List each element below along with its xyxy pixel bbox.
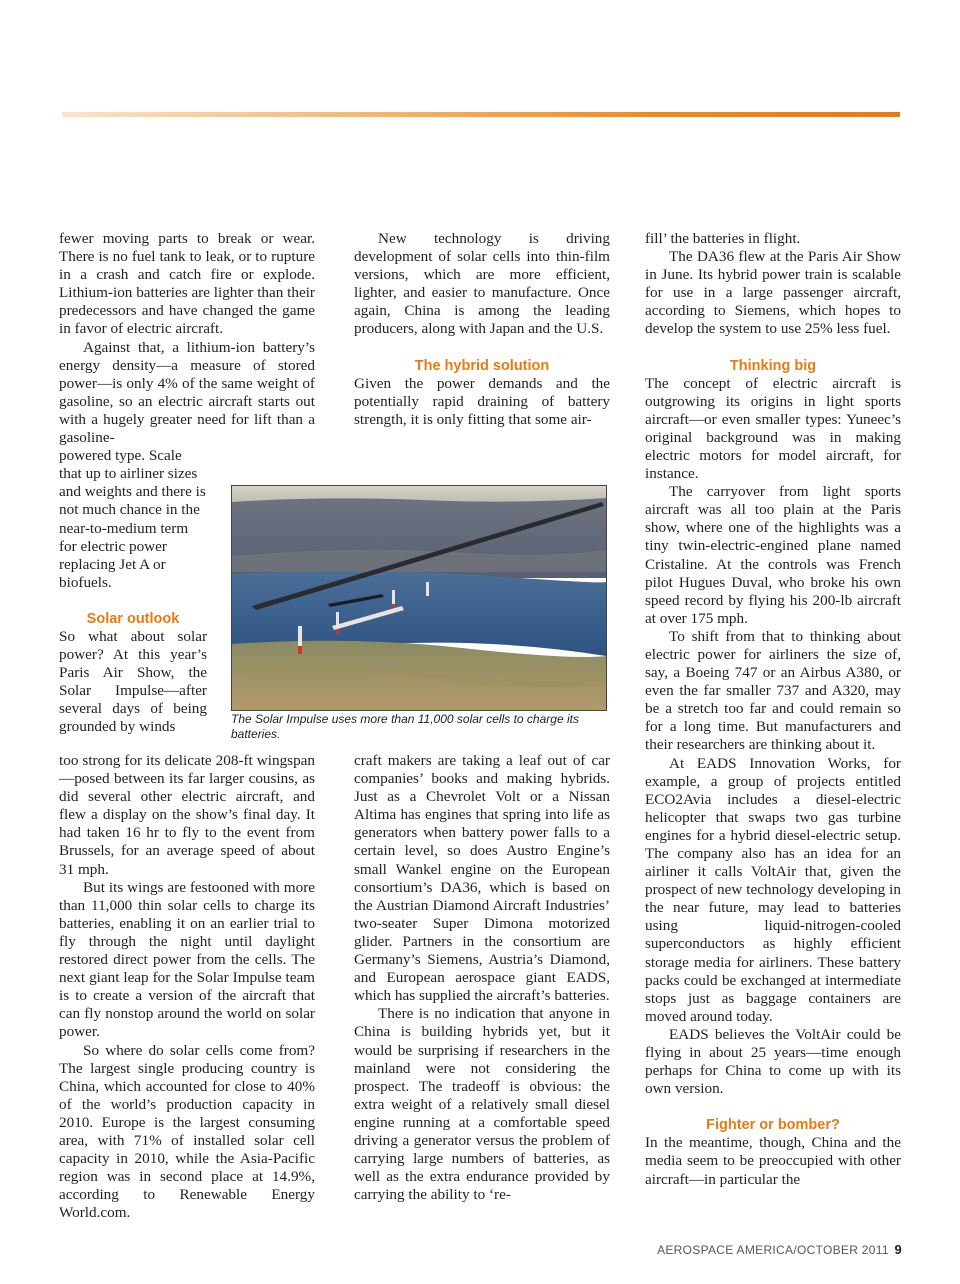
column-2 [354, 230, 610, 429]
paragraph: Given the power demands and the potentially rapid draining of battery strength, it is only fitting that some air- [354, 374, 610, 428]
page-footer [657, 1242, 902, 1257]
section-heading-hybrid-solution: The hybrid solution [414, 357, 550, 374]
publication-name: AEROSPACE AMERICA/OCTOBER 2011 [657, 1243, 889, 1257]
paragraph: powered type. Scale that up to airliner sizes and weights and there is not much chance in the near-to-medium term for electric power replacing Jet A or biofuels. [59, 447, 206, 591]
header-accent-rule [62, 112, 900, 117]
column-1-lower [59, 752, 315, 1222]
paragraph: EADS believes the VoltAir could be flying in about 25 years—time enough perhaps for China to come up with its own version. [645, 1025, 901, 1098]
paragraph: So where do solar cells come from? The largest single producing country is China, which accounted for close to 40% of the world’s production capacity in 2010. Europe is the largest consuming area, with 71% of installed solar cell capacity in 2010, while the Asia-Pacific region was in second place at 14.9%, according to Renewable Energy World.com. [59, 1041, 315, 1222]
paragraph: fill’ the batteries in flight. [645, 230, 801, 247]
paragraph: craft makers are taking a leaf out of car companies’ books and making hybrids. Just as a Chevrolet Volt or a Nissan Altima has engines that spring into life as generators when battery power falls to a certain level, so does Austro Engine’s small Wankel engine on the European consortium’s DA36, which is based on the Austrian Diamond Aircraft Industries’ two-seater Super Dimona motorized glider. Partners in the consortium are Germany’s Siemens, Austria’s Diamond, and European aerospace giant EADS, which has supplied the aircraft’s batteries. [354, 752, 610, 1005]
paragraph: There is no indication that anyone in China is building hybrids yet, but it would be surprising if researchers in the mainland were not considering the prospect. The tradeoff is obvious: the extra weight of a relatively small diesel engine running at a comfortable speed driving a generator versus the problem of carrying large numbers of batteries, as well as the extra endurance provided by carrying the ability to ‘re- [354, 1005, 610, 1204]
column-3 [645, 230, 901, 1189]
section-heading-thinking-big: Thinking big [729, 357, 817, 374]
paragraph: In the meantime, though, China and the media seem to be preoccupied with other aircraft—in particular the [645, 1134, 901, 1188]
paragraph: The carryover from light sports aircraft was all too plain at the Paris show, where one of the highlights was a tiny twin-electric-engined plane named Cristaline. At the controls was French pilot Hugues Duval, who broke his own speed record by flying his 200-lb aircraft at over 175 mph. [645, 483, 901, 627]
section-heading-solar-outlook: Solar outlook [86, 610, 180, 627]
paragraph: too strong for its delicate 208-ft wingspan—posed between its far larger cousins, as did several other electric aircraft, and flew a display on the show’s final day. It had taken 16 hr to fly to the event from Brussels, for an average speed of about 31 mph. [59, 752, 315, 878]
paragraph: The DA36 flew at the Paris Air Show in June. Its hybrid power train is scalable for use in a large passenger aircraft, according to Siemens, which hopes to develop the system to use 25% less fuel. [645, 248, 901, 338]
paragraph: But its wings are festooned with more than 11,000 thin solar cells to charge its batteries, enabling it on an earlier trial to fly through the night until daylight restored direct power from the cells. The next giant leap for the Solar Impulse team is to create a version of the aircraft that can fly nonstop around the world on solar power. [59, 878, 315, 1041]
paragraph: Against that, a lithium-ion battery’s energy density—a measure of stored power—is only 4% of the same weight of gasoline, so an electric aircraft starts out with a hugely greater need for lift than a gasoline- [59, 338, 315, 447]
paragraph: fewer moving parts to break or wear. There is no fuel tank to leak, or to rupture in a crash and catch fire or explode. Lithium-ion batteries are lighter than their predecessors and have changed the game in favor of electric aircraft. [59, 230, 315, 338]
paragraph: New technology is driving development of solar cells into thin-film versions, which are more efficient, lighter, and easier to manufacture. Once again, China is among the leading producers, along with Japan and the U.S. [354, 230, 610, 338]
solar-impulse-photo [231, 485, 607, 711]
section-heading-fighter-or-bomber: Fighter or bomber? [706, 1117, 840, 1134]
column-2-lower [354, 752, 610, 1204]
figure-caption: The Solar Impulse uses more than 11,000 solar cells to charge its batteries. [231, 712, 579, 741]
paragraph: The concept of electric aircraft is outgrowing its origins in light sports aircraft—or even smaller types: Yuneec’s original background was in making electric motors for model aircraft, for instance. [645, 374, 901, 483]
paragraph: To shift from that to thinking about electric power for airliners the size of, say, a Boeing 747 or an Airbus A380, or even the far smaller 737 and A320, may be a stretch too far and could remain so for a long time. But manufacturers and their researchers are thinking about it. [645, 627, 901, 754]
page-number: 9 [894, 1242, 902, 1257]
paragraph: So what about solar power? At this year’s Paris Air Show, the Solar Impulse—after several days of being grounded by winds [59, 627, 207, 736]
paragraph: At EADS Innovation Works, for example, a group of projects entitled ECO2Avia includes a diesel-electric helicopter that swaps two gas turbine engines for a hybrid diesel-electric setup. The company also has an idea for an airliner it calls VoltAir that, given the prospect of new technology developing in the near future, may lead to batteries using liquid-nitrogen-cooled superconductors as highly efficient storage media for airliners. These battery packs could be exchanged at intermediate stops just as baggage containers are moved around today. [645, 754, 901, 1025]
